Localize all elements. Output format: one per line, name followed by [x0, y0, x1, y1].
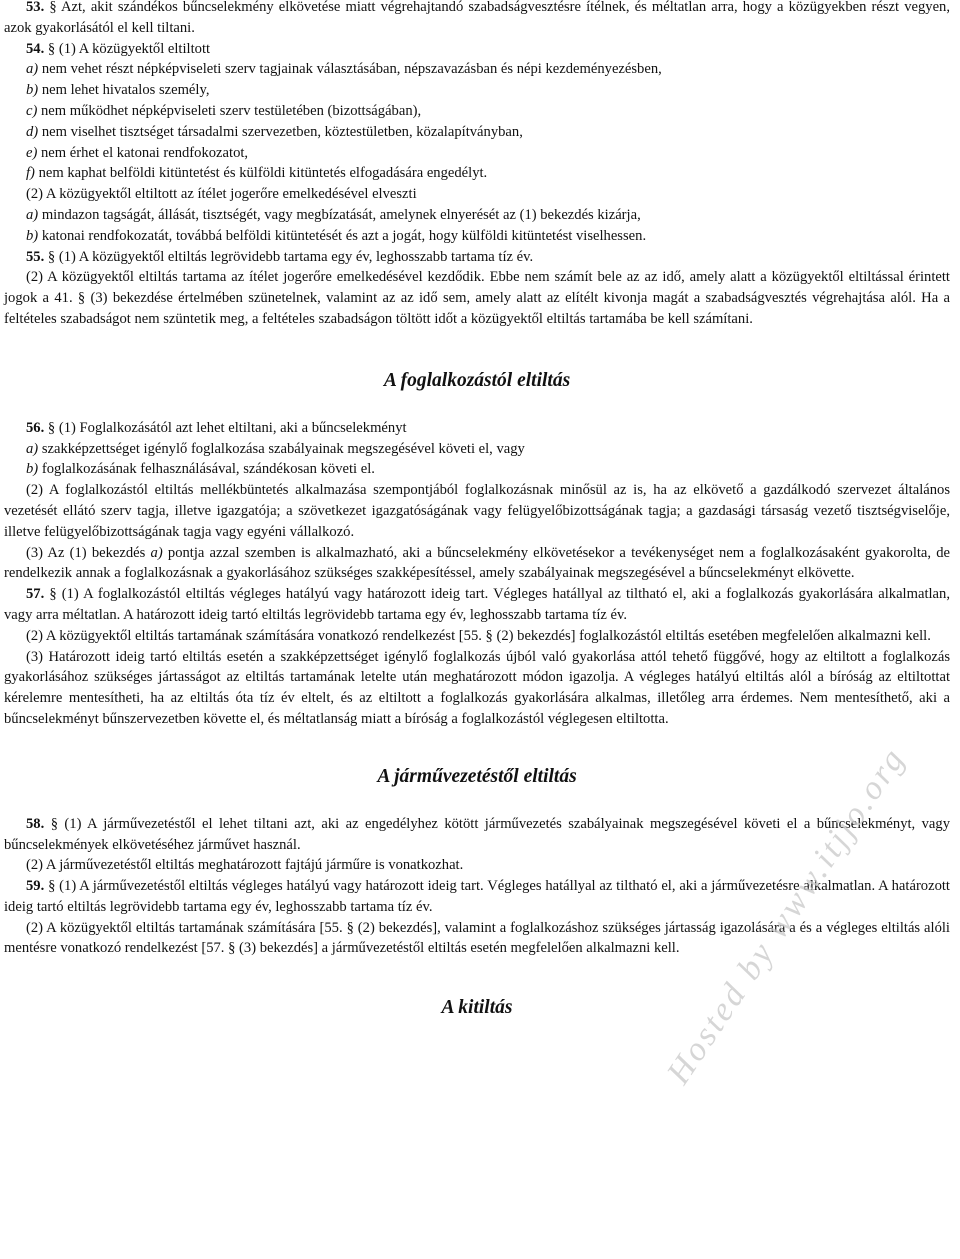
- list-item: [4, 163, 950, 184]
- list-marker: b): [26, 461, 39, 478]
- list-marker: b): [26, 82, 39, 99]
- list-item: [4, 122, 950, 143]
- section-55-paragraph-2: (2) A közügyektől eltiltás tartama az ítélet jogerőre emelkedésével kezdődik. Ebbe nem számít bele az az idő, amely alatt a közügyektől eltiltással érintett jogok a 41. § (3) bekezdése értelmében szünetelnek, valamint az az idő sem, amely alatt az elítélt kivonja magát a szabadságvesztés végrehajtása alól. Ha a feltételes szabadságot nem szüntetik meg, a feltételes szabadságon töltött időt a közügyektől eltiltás tartamába be kell számítani.: [4, 269, 950, 327]
- section-symbol: §: [47, 248, 56, 265]
- section-54-paragraph-1: [4, 39, 950, 60]
- paragraph-text: pontja azzal szemben is alkalmazható, aki a bűncselekmény elkövetésekor a tevékenységet nem a foglalkozásaként gyakorolta, de rendelkezik annak a foglalkozásnak a gyakorlásához szükséges szakképesítéssel, amely szabályainak megszegésével a bűncselekményt elkövette.: [4, 544, 951, 582]
- list-item: [4, 459, 950, 480]
- section-symbol: §: [47, 419, 56, 436]
- list-marker: f): [26, 165, 35, 182]
- list-item: [4, 59, 950, 80]
- section-number: 54.: [26, 40, 45, 57]
- watermark-text: Hosted by www.itjjo.org: [660, 740, 914, 1091]
- section-58-paragraph-2: (2) A járművezetéstől eltiltás meghatározott fajtájú járműre is vonatkozhat.: [26, 857, 464, 874]
- list-text: katonai rendfokozatát, továbbá belföldi kitüntetését és azt a jogát, hogy külföldi kitüntetést viselhessen.: [41, 227, 647, 244]
- section-symbol: §: [47, 40, 56, 57]
- heading-driving-ban: A járművezetéstől eltiltás: [377, 765, 577, 787]
- list-text: szakképzettséget igénylő foglalkozása szabályainak megszegésével követi el, vagy: [41, 440, 525, 457]
- point-reference: a): [150, 544, 163, 561]
- list-item: [4, 80, 950, 101]
- section-57-paragraph-3: (3) Határozott ideig tartó eltiltás esetén a szakképzettséget igénylő foglalkozás újból való gyakorlása attól tehető függővé, hogy az eltiltott a foglalkozás gyakorlásához szükséges jártasságot az eltiltás tartamának letelte után meghatározott módon igazolja. A végleges hatályú eltiltás alól a bíróság az eltiltottat kérelemre mentesítheti, ha az eltiltás óta tíz év eltelt, és az eltiltott a foglalkozás gyakorlására alkalmas, illetőleg arra érdemes. Nem mentesíthető, aki a bűncselekményt bűnszervezetben követte el, és méltatlanság miatt a bíróság a foglalkozástól véglegesen eltiltotta.: [4, 648, 950, 727]
- section-57-paragraph-2: (2) A közügyektől eltiltás tartamának számítására vonatkozó rendelkezést [55. § (2) bekezdés] foglalkozástól eltiltás esetében megfelelően alkalmazni kell.: [26, 627, 931, 644]
- paragraph-text: (1) A járművezetéstől eltiltás végleges hatályú vagy határozott ideig tart. Végleges hatállyal az tiltható el, aki a járművezetésre alkalmatlan. A határozott ideig tartó eltiltás legrövidebb tartama egy év, leghosszabb tartama tíz év.: [4, 878, 950, 915]
- section-53: [4, 0, 950, 39]
- list-marker: a): [26, 206, 39, 223]
- list-text: nem viselhet tisztséget társadalmi szervezetben, köztestületben, közalapítványban,: [41, 123, 523, 140]
- paragraph-text: (1) A közügyektől eltiltás legrövidebb tartama egy év, leghosszabb tartama tíz év.: [58, 248, 534, 265]
- list-text: foglalkozásának felhasználásával, szándékosan követi el.: [41, 461, 375, 478]
- list-text: nem lehet hivatalos személy,: [41, 82, 210, 99]
- paragraph-text: (1) A járművezetéstől el lehet tiltani azt, aki az engedélyhez kötött járművezetés szabályainak megszegésével követi el a bűncselekményt, vagy bűncselekmények elkövetéséhez járművet használ.: [4, 815, 950, 853]
- list-item: [4, 226, 950, 247]
- list-text: nem érhet el katonai rendfokozatot,: [41, 144, 249, 161]
- paragraph-text: (1) Foglalkozásától azt lehet eltiltani, aki a bűncselekményt: [58, 419, 407, 436]
- section-number: 57.: [26, 586, 45, 603]
- section-56-paragraph-2: (2) A foglalkozástól eltiltás mellékbüntetés alkalmazása szempontjából foglalkozásnak minősül az is, ha az elkövető a gazdálkodó szervezet általános vezetését ellátó szerv tagja, illetve igazgatója; a szövetkezet igazgatóságának vagy felügyelőbizottságának tagja; a gazdasági társaság vezető tisztségviselője, illetve felügyelőbizottságának tagja vagy egyéni vállalkozó.: [4, 482, 950, 540]
- section-57-paragraph-1: [4, 584, 950, 626]
- section-text: Azt, akit szándékos bűncselekmény elkövetése miatt végrehajtandó szabadságvesztésre ítélnek, és méltatlan arra, hogy a közügyekben részt vegyen, azok gyakorlásától el kell tiltani.: [4, 0, 950, 36]
- list-text: nem kaphat belföldi kitüntetést és külföldi kitüntetés elfogadására engedélyt.: [38, 165, 488, 182]
- paragraph-text: (3) Az (1) bekezdés: [26, 544, 146, 561]
- list-item: [4, 439, 950, 460]
- list-marker: e): [26, 144, 38, 161]
- list-marker: a): [26, 440, 39, 457]
- list-marker: c): [26, 102, 38, 119]
- section-number: 55.: [26, 248, 45, 265]
- section-58-paragraph-1: [4, 814, 950, 856]
- section-56-paragraph-1: [4, 418, 950, 439]
- section-number: 56.: [26, 419, 45, 436]
- section-59-paragraph-1: [4, 876, 950, 918]
- section-number: 53.: [26, 0, 45, 15]
- section-56-paragraph-3: [4, 543, 950, 585]
- section-number: 59.: [26, 878, 45, 895]
- list-item: [4, 205, 950, 226]
- section-symbol: §: [49, 586, 57, 603]
- paragraph-text: (1) A foglalkozástól eltiltás végleges hatályú vagy határozott ideig tart. Végleges hatállyal az tiltható el, aki a foglalkozás gyakorlására alkalmatlan, vagy arra méltatlan. A határozott ideig tartó eltiltás legrövidebb tartama egy év, leghosszabb tartama tíz év.: [4, 586, 950, 623]
- section-54-paragraph-2: (2) A közügyektől eltiltott az ítélet jogerőre emelkedésével elveszti: [26, 186, 417, 203]
- section-55-paragraph-1: [4, 247, 950, 268]
- heading-expulsion: A kitiltás: [441, 997, 513, 1019]
- list-text: mindazon tagságát, állását, tisztségét, vagy megbízatását, amelynek elnyerését az (1) bekezdés kizárja,: [41, 206, 641, 223]
- list-text: nem működhet népképviseleti szerv testületében (bizottságában),: [41, 102, 422, 119]
- section-symbol: §: [48, 878, 56, 895]
- heading-occupation-ban: A foglalkozástól eltiltás: [383, 369, 571, 391]
- section-symbol: §: [50, 815, 58, 832]
- section-59-paragraph-2: (2) A közügyektől eltiltás tartamának számítására [55. § (2) bekezdés], valamint a foglalkozáshoz szükséges jártasság igazolására a és a végleges eltiltás alóli mentésre vonatkozó rendelkezést [57. § (3) bekezdés] a járművezetéstől eltiltás esetén megfelelően alkalmazni kell.: [4, 919, 950, 957]
- section-symbol: §: [49, 0, 57, 15]
- list-marker: b): [26, 227, 39, 244]
- section-number: 58.: [26, 815, 45, 832]
- list-marker: a): [26, 61, 39, 78]
- list-item: [4, 143, 950, 164]
- list-text: nem vehet részt népképviseleti szerv tagjainak választásában, népszavazásban és népi kezdeményezésben,: [41, 61, 662, 78]
- paragraph-text: (1) A közügyektől eltiltott: [58, 40, 211, 57]
- list-item: [4, 101, 950, 122]
- list-marker: d): [26, 123, 39, 140]
